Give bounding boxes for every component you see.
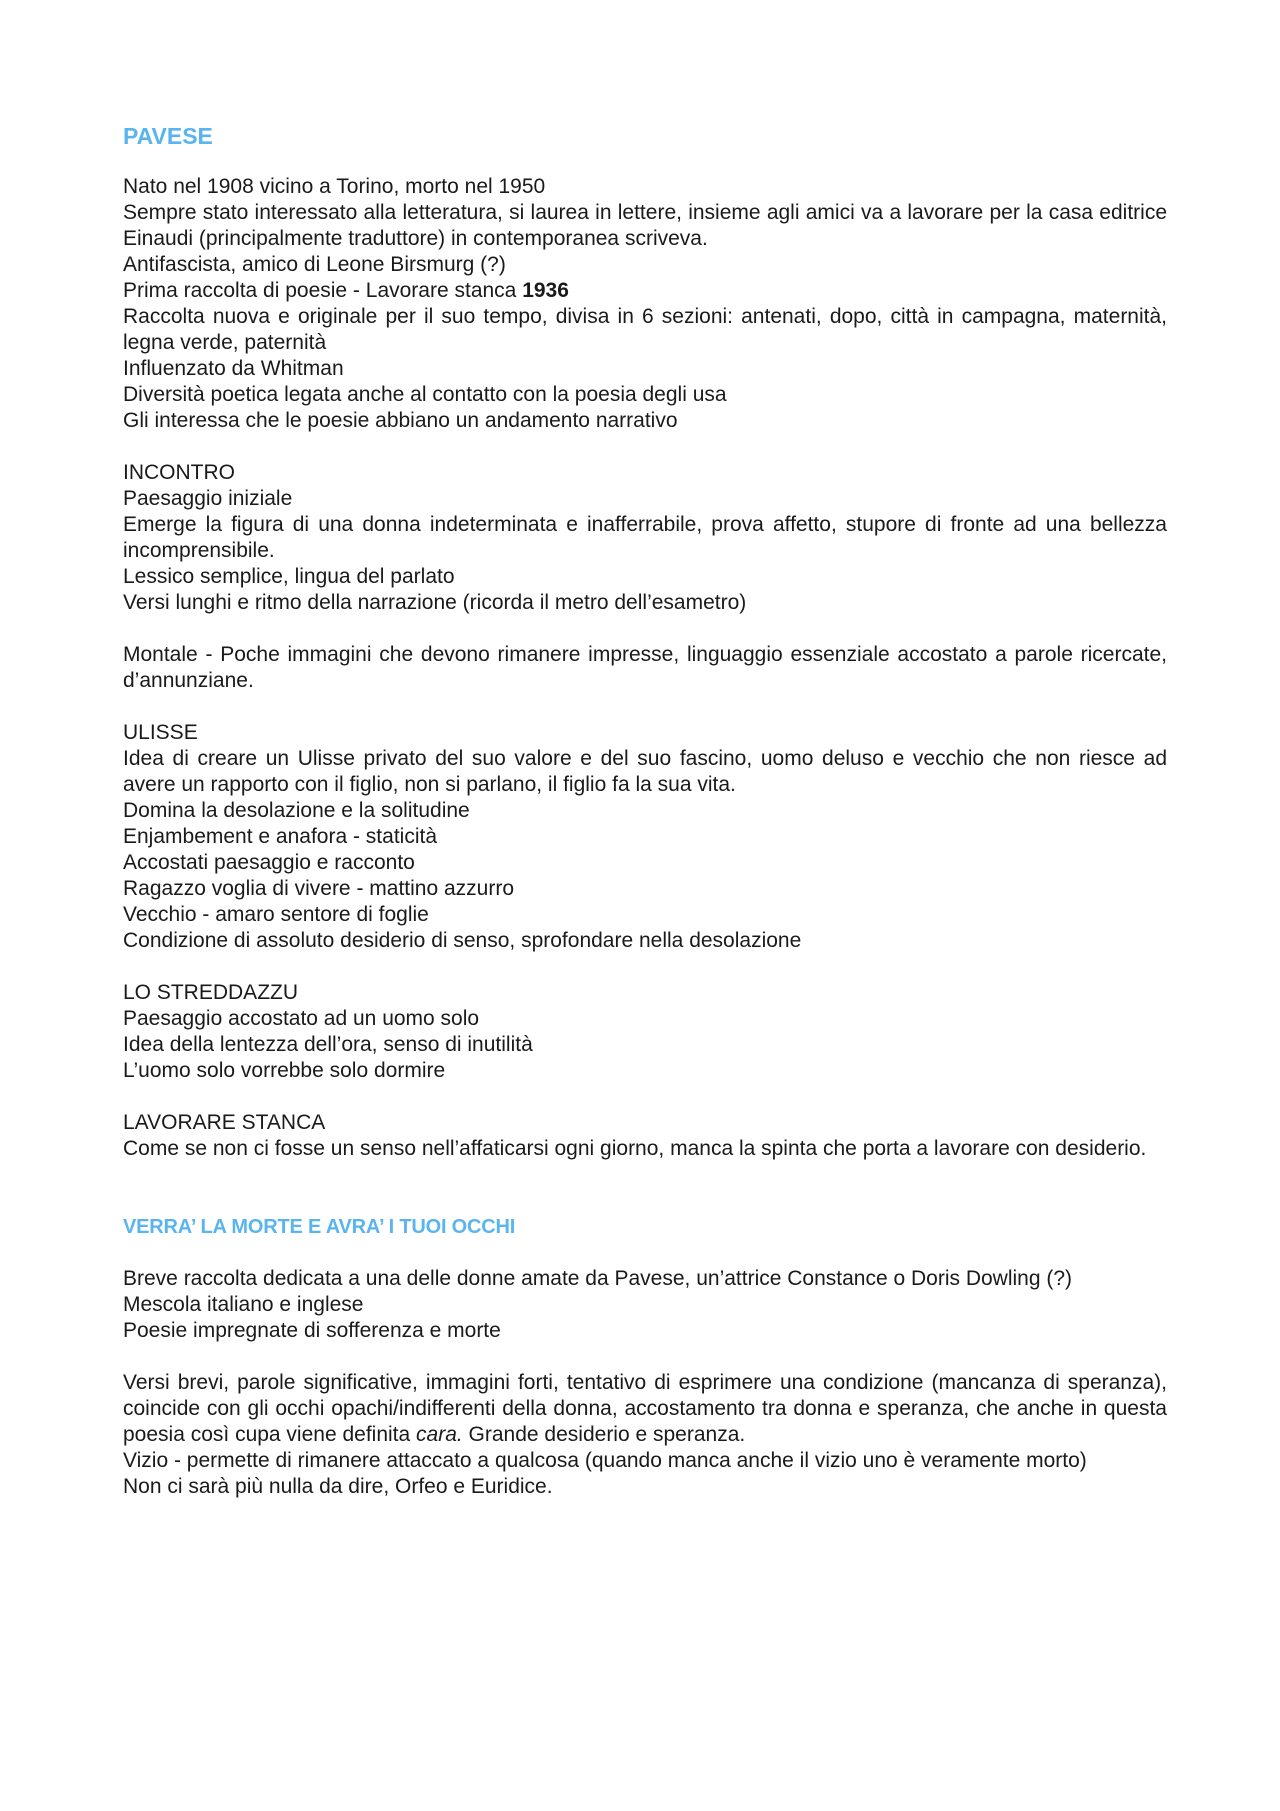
intro-line: Raccolta nuova e originale per il suo tempo, divisa in 6 sezioni: antenati, dopo, città in campagna, maternità, legna verde, paternità: [123, 305, 1167, 354]
verra-section: [123, 1214, 1167, 1500]
incontro-line: Versi lunghi e ritmo della narrazione (ricorda il metro dell’esametro): [123, 591, 747, 614]
section-title: VERRA’ LA MORTE E AVRA’ I TUOI OCCHI: [123, 1216, 516, 1238]
incontro-section: [123, 460, 1167, 616]
incontro-line: Lessico semplice, lingua del parlato: [123, 565, 455, 588]
verra-line: Vizio - permette di rimanere attaccato a qualcosa (quando manca anche il vizio uno è veramente morto): [123, 1449, 1087, 1472]
ulisse-line: Vecchio - amaro sentore di foglie: [123, 903, 429, 926]
streddazzu-line: Paesaggio accostato ad un uomo solo: [123, 1007, 480, 1030]
intro-line: Gli interessa che le poesie abbiano un andamento narrativo: [123, 409, 678, 432]
intro-line: Sempre stato interessato alla letteratura, si laurea in lettere, insieme agli amici va a lavorare per la casa editrice Einaudi (principalmente traduttore) in contemporanea scriveva.: [123, 201, 1167, 250]
intro-line: [123, 278, 1167, 304]
lavorare-line: Come se non ci fosse un senso nell’affaticarsi ogni giorno, manca la spinta che porta a lavorare con desiderio.: [123, 1137, 1147, 1160]
montale-section: [123, 642, 1167, 694]
verra-line: Non ci sarà più nulla da dire, Orfeo e Euridice.: [123, 1475, 553, 1498]
intro-line: Influenzato da Whitman: [123, 357, 344, 380]
intro-section: [123, 174, 1167, 434]
section-heading: INCONTRO: [123, 461, 235, 484]
intro-line: Nato nel 1908 vicino a Torino, morto nel 1950: [123, 175, 546, 198]
year-highlight: 1936: [522, 279, 569, 302]
verra-paragraph-text: Versi brevi, parole significative, immagini forti, tentativo di esprimere una condizione (mancanza di speranza), coincide con gli occhi opachi/indifferenti della donna, accostamento tra donna e speranza, che anche in questa poesia così cupa viene definita: [123, 1371, 1167, 1446]
verra-paragraph-text: Grande desiderio e speranza.: [462, 1423, 746, 1446]
page-title: PAVESE: [123, 123, 213, 149]
montale-paragraph: Montale - Poche immagini che devono rimanere impresse, linguaggio essenziale accostato a parole ricercate, d’annunziane.: [123, 643, 1167, 692]
verra-line: Breve raccolta dedicata a una delle donne amate da Pavese, un’attrice Constance o Doris Dowling (?): [123, 1267, 1073, 1290]
section-heading: ULISSE: [123, 721, 198, 744]
ulisse-line: Domina la desolazione e la solitudine: [123, 799, 470, 822]
ulisse-line: Condizione di assoluto desiderio di senso, sprofondare nella desolazione: [123, 929, 802, 952]
ulisse-section: [123, 720, 1167, 954]
verra-paragraph: [123, 1370, 1167, 1448]
section-heading: LAVORARE STANCA: [123, 1111, 326, 1134]
document-page: [123, 122, 1167, 1500]
streddazzu-line: L’uomo solo vorrebbe solo dormire: [123, 1059, 446, 1082]
incontro-line: Emerge la figura di una donna indeterminata e inafferrabile, prova affetto, stupore di fronte ad una bellezza incomprensibile.: [123, 513, 1167, 562]
section-heading: LO STREDDAZZU: [123, 981, 299, 1004]
verra-italic-word: cara.: [416, 1423, 463, 1446]
streddazzu-line: Idea della lentezza dell’ora, senso di inutilità: [123, 1033, 533, 1056]
verra-line: Poesie impregnate di sofferenza e morte: [123, 1319, 501, 1342]
ulisse-line: Enjambement e anafora - staticità: [123, 825, 437, 848]
streddazzu-section: [123, 980, 1167, 1084]
ulisse-line: Idea di creare un Ulisse privato del suo valore e del suo fascino, uomo deluso e vecchio che non riesce ad avere un rapporto con il figlio, non si parlano, il figlio fa la sua vita.: [123, 747, 1167, 796]
ulisse-line: Accostati paesaggio e racconto: [123, 851, 415, 874]
intro-line: Antifascista, amico di Leone Birsmurg (?): [123, 253, 506, 276]
lavorare-section: [123, 1110, 1167, 1162]
ulisse-line: Ragazzo voglia di vivere - mattino azzurro: [123, 877, 515, 900]
verra-line: Mescola italiano e inglese: [123, 1293, 364, 1316]
intro-line-text: Prima raccolta di poesie - Lavorare stanca: [123, 279, 523, 302]
intro-line: Diversità poetica legata anche al contatto con la poesia degli usa: [123, 383, 727, 406]
incontro-line: Paesaggio iniziale: [123, 487, 293, 510]
